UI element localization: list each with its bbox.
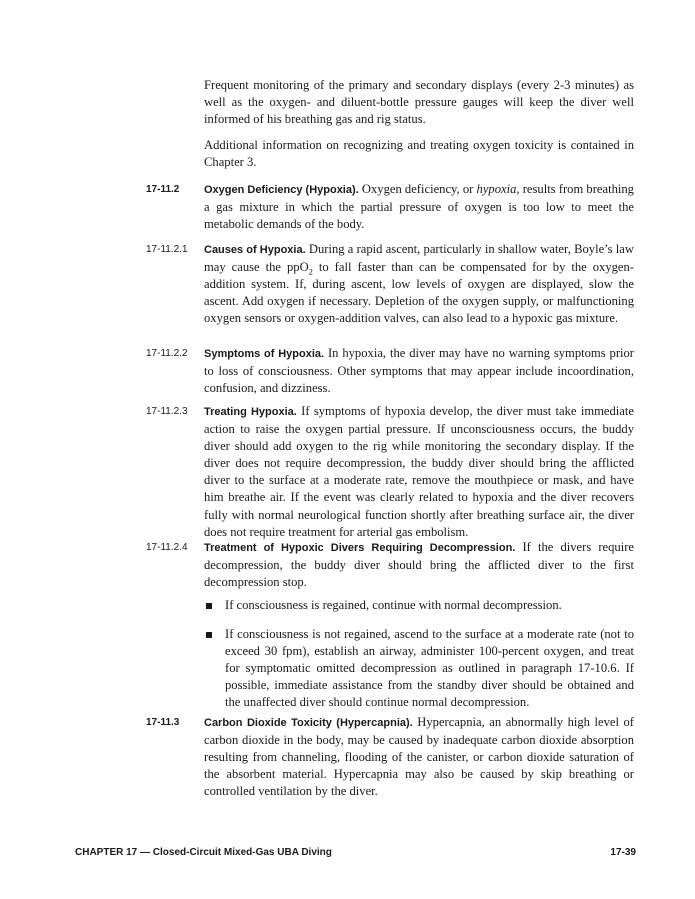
intro-paragraph-1: Frequent monitoring of the primary and secondary displays (every 2-3 minutes) as well as the oxygen- and diluent-bottle pressure gauges will keep the diver well informed of his breathing gas and rig status. xyxy=(204,78,634,127)
section-text: Hypercapnia, an abnormally high level of carbon dioxide in the body, may be caused by inadequate carbon dioxide absorption resulting from channeling, flooding of the canister, or carbon dioxide saturation of the absorbent material. Hypercapnia may also be caused by skip breathing or controlled ventilation by the diver. xyxy=(204,715,635,799)
section-text: Oxygen deficiency, or xyxy=(361,182,477,196)
bullet-square-icon xyxy=(206,632,212,638)
section-text-cont: , results from breathing a gas mixture in which the partial pressure of oxygen is too low to meet the metabolic demands of the body. xyxy=(204,182,634,232)
section-heading: Oxygen Deficiency (Hypoxia). xyxy=(204,184,359,196)
bullet-square-icon xyxy=(206,603,212,609)
section-17-11-2 xyxy=(204,181,634,233)
subscript: 2 xyxy=(308,266,313,277)
bullet-item: If consciousness is regained, continue with normal decompression. xyxy=(225,598,562,612)
section-17-11-3 xyxy=(204,714,634,800)
section-heading: Causes of Hypoxia. xyxy=(204,244,306,256)
footer-chapter-title: CHAPTER 17 — Closed-Circuit Mixed-Gas UBA Diving xyxy=(75,847,332,858)
section-text: If symptoms of hypoxia develop, the diver must take immediate action to raise the oxygen partial pressure. If unconsciousness occurs, the buddy diver should add oxygen to the rig while monitoring the secondary display. If the diver does not require decompression, the buddy diver should bring the afflicted diver to the surface at a moderate rate, remove the mouthpiece or mask, and have him breathe air. If the event was clearly related to hypoxia and the diver recovers fully with normal neurological function shortly after breathing surface air, the diver does not require treatment for arterial gas embolism. xyxy=(204,404,634,539)
section-number: 17-11.2.1 xyxy=(146,244,188,255)
section-17-11-2-2 xyxy=(204,345,634,397)
section-number: 17-11.3 xyxy=(146,717,180,728)
section-17-11-2-4 xyxy=(204,539,634,591)
section-text: In hypoxia, the diver may have no warning symptoms prior to loss of consciousness. Other symptoms that may appear include incoordination, confusion, and dizziness. xyxy=(204,346,634,396)
section-heading: Carbon Dioxide Toxicity (Hypercapnia). xyxy=(204,717,413,729)
section-17-11-2-1 xyxy=(204,241,634,327)
section-17-11-2-3 xyxy=(204,403,634,541)
italic-term: hypoxia xyxy=(476,182,517,196)
section-heading: Treating Hypoxia. xyxy=(204,406,297,418)
section-heading: Symptoms of Hypoxia. xyxy=(204,348,325,360)
footer-page-number: 17-39 xyxy=(610,847,636,858)
bullet-item: If consciousness is not regained, ascend to the surface at a moderate rate (not to exceed 30 fpm), establish an airway, administer 100-percent oxygen, and treat for symptomatic omitted decompression as outlined in paragraph 17-10.6. If possible, immediate assistance from the standby diver should be obtained and the unaffected diver should continue normal decompression. xyxy=(225,627,634,710)
section-text-cont: to fall faster than can be compensated for by the oxygen-addition system. If, during ascent, low levels of oxygen are displayed, slow the ascent. Add oxygen if necessary. Depletion of the oxygen supply, or malfunctioning oxygen sensors or oxygen-addition valves, can also lead to a hypoxic gas mixture. xyxy=(204,260,634,326)
section-heading: Treatment of Hypoxic Divers Requiring Decompression. xyxy=(204,542,516,554)
section-number: 17-11.2.4 xyxy=(146,542,188,553)
section-number: 17-11.2.2 xyxy=(146,348,188,359)
section-text: If the divers require decompression, the buddy diver should bring the afflicted diver to the first decompression stop. xyxy=(204,540,634,590)
section-number: 17-11.2 xyxy=(146,184,180,195)
intro-paragraph-2: Additional information on recognizing and treating oxygen toxicity is contained in Chapter 3. xyxy=(204,138,634,170)
section-number: 17-11.2.3 xyxy=(146,406,188,417)
section-text: During a rapid ascent, particularly in shallow water, Boyle’s law may cause the ppO xyxy=(204,242,634,275)
